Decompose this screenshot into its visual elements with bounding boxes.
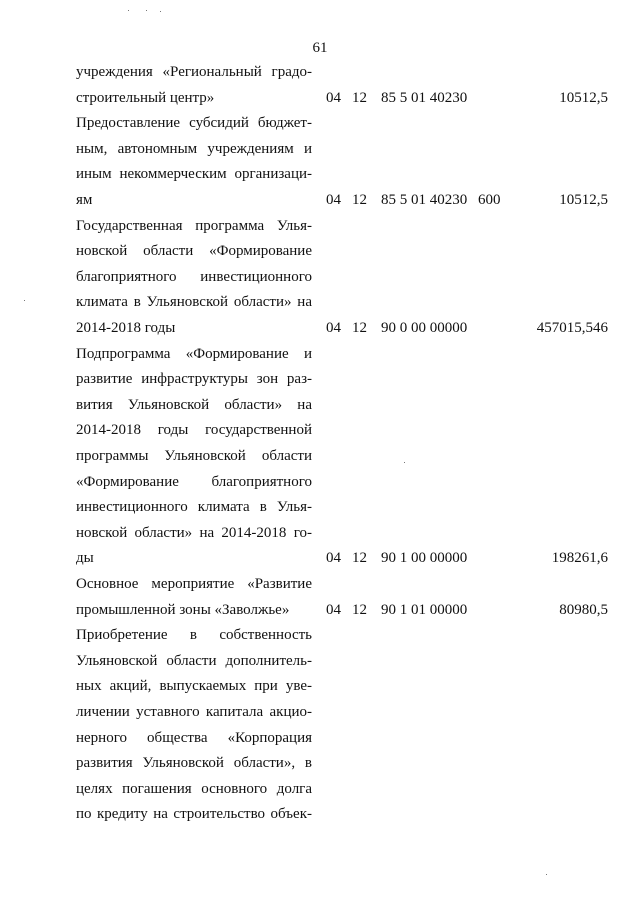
description-line: ям [76, 191, 93, 208]
description-line: Приобретение в собственность [76, 627, 312, 644]
scan-speck [546, 874, 547, 875]
row-description [76, 214, 312, 342]
scan-speck [146, 10, 147, 11]
row-description [76, 111, 312, 213]
description-line: развития Ульяновской области», в [76, 755, 312, 772]
description-line: 2014-2018 годы [76, 319, 176, 336]
target-article-code: 90 1 01 00000 [381, 601, 468, 618]
subsection-code: 12 [352, 89, 367, 106]
target-article-code: 90 0 00 00000 [381, 319, 468, 336]
description-line: ным, автономным учреждениям и [76, 140, 312, 157]
section-code: 04 [326, 550, 341, 567]
amount: 10512,5 [559, 89, 608, 106]
description-line: Подпрограмма «Формирование и [76, 345, 312, 362]
amount: 10512,5 [559, 191, 608, 208]
page-number: 61 [312, 40, 328, 56]
description-line: по кредиту на строительство объек- [76, 806, 312, 823]
description-line: нерного общества «Корпорация [76, 729, 312, 746]
description-line: новской области» на 2014-2018 го- [76, 524, 312, 541]
description-line: иным некоммерческим организаци- [76, 166, 312, 183]
description-line: промышленной зоны «Заволжье» [76, 601, 290, 618]
row-description [76, 623, 312, 828]
description-line: учреждения «Региональный градо- [76, 64, 312, 80]
description-line: программы Ульяновской области [76, 447, 312, 464]
description-line: «Формирование благоприятного [76, 473, 312, 490]
description-line: вития Ульяновской области» на [76, 396, 312, 413]
scan-speck [160, 11, 161, 12]
description-line: Предоставление субсидий бюджет- [76, 115, 312, 132]
description-line: ды [76, 550, 94, 567]
section-code: 04 [326, 601, 341, 618]
row-description [76, 342, 312, 572]
row-description [76, 60, 312, 111]
description-line: целях погашения основного долга [76, 780, 312, 797]
section-code: 04 [326, 191, 341, 208]
description-line: личении уставного капитала акцио- [76, 703, 312, 720]
amount: 80980,5 [559, 601, 608, 618]
scan-speck [128, 10, 129, 11]
subsection-code: 12 [352, 601, 367, 618]
expense-type-code: 600 [478, 191, 501, 208]
amount: 457015,546 [536, 319, 608, 336]
description-line: новской области «Формирование [76, 243, 312, 260]
row-description [76, 572, 312, 623]
description-line: 2014-2018 годы государственной [76, 422, 312, 439]
description-line: строительный центр» [76, 89, 215, 106]
description-line: благоприятного инвестиционного [76, 268, 312, 285]
section-code: 04 [326, 89, 341, 106]
subsection-code: 12 [352, 319, 367, 336]
target-article-code: 85 5 01 40230 [381, 89, 468, 106]
amount: 198261,6 [551, 550, 608, 567]
target-article-code: 85 5 01 40230 [381, 191, 468, 208]
scan-speck [24, 300, 25, 301]
description-line: Основное мероприятие «Развитие [76, 576, 312, 592]
target-article-code: 90 1 00 00000 [381, 550, 468, 567]
subsection-code: 12 [352, 550, 367, 567]
section-code: 04 [326, 319, 341, 336]
scan-speck [404, 462, 405, 463]
description-line: ных акций, выпускаемых при уве- [76, 678, 312, 695]
description-line: Государственная программа Улья- [76, 217, 312, 234]
description-line: развитие инфраструктуры зон раз- [76, 371, 312, 388]
subsection-code: 12 [352, 191, 367, 208]
description-line: климата в Ульяновской области» на [76, 294, 312, 311]
description-line: Ульяновской области дополнитель- [76, 652, 312, 669]
description-line: инвестиционного климата в Улья- [76, 499, 312, 516]
